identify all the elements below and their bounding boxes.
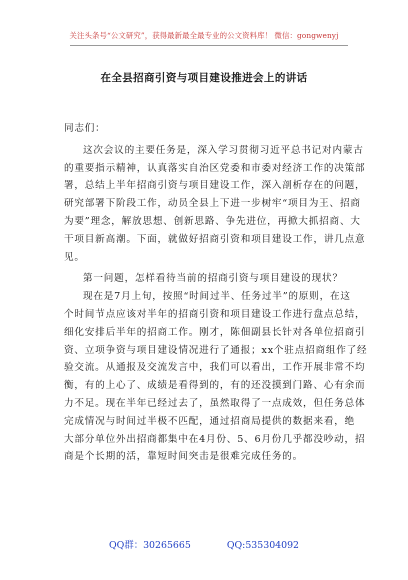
- qq-contact-link[interactable]: QQ:535304092: [226, 540, 300, 551]
- paragraph-line: 研究部署下阶段工作，动员全县上下进一步树牢“项目为王、招商: [64, 198, 361, 210]
- salutation: 同志们：: [64, 123, 106, 134]
- paragraph-line: 验交流。从通报及交流发言中，我们可以看出，工作开展非常不均: [64, 362, 366, 374]
- document-title: 在全县招商引资与项目建设推进会上的讲话: [100, 72, 308, 84]
- paragraph-line: 署，总结上半年招商引资与项目建设工作，深入剖析存在的问题，: [64, 180, 366, 192]
- paragraph-line: 的重要指示精神，认真落实自治区党委和市委对经济工作的决策部: [64, 162, 366, 174]
- section-heading: 第一问题，怎样看待当前的招商引资与项目建设的现状？: [83, 273, 343, 285]
- header-divider: [70, 45, 348, 46]
- paragraph-line: 衡，有的上心了、成绩是看得到的，有的还没摸到门路、心有余而: [64, 380, 366, 392]
- header-banner: 关注头条号“公文研究”，获得最新最全最专业的公文资料库！ 微信：gongwenyj: [69, 31, 339, 40]
- qq-group-link[interactable]: QQ群：30265665: [108, 540, 191, 551]
- paragraph-line: 见。: [64, 251, 85, 263]
- paragraph-line: 干项目新高潮。下面，就做好招商引资和项目建设工作，讲几点意: [64, 233, 366, 245]
- paragraph-line: 力不足。现在半年已经过去了，虽然取得了一点成效，但任务总体: [64, 397, 366, 409]
- document-body: [64, 120, 368, 466]
- paragraph-line: 大部分单位外出招商都集中在4月份、5、6月份几乎都没吵动，招: [64, 433, 366, 445]
- paragraph-line: 资、立项争资与项目建设情况进行了通报；xx个驻点招商组作了经: [64, 344, 368, 356]
- paragraph-line: 个时间节点应该对半年的招商引资和项目建设工作进行盘点总结，: [64, 308, 366, 320]
- paragraph-line: 细化安排后半年的招商工作。刚才，陈佃副县长针对各单位招商引: [64, 326, 366, 338]
- paragraph-line: 为要”理念，解放思想、创新思路、争先进位，再掀大抓招商、大: [64, 215, 361, 227]
- paragraph-line: 这次会议的主要任务是，深入学习贯彻习近平总书记对内蒙古: [83, 144, 364, 156]
- paragraph-line: 完成情况与时间过半极不匹配，通过招商局提供的数据来看，绝: [64, 415, 356, 427]
- paragraph-line: 商是个长期的活，靠短时间突击是很难完成任务的。: [64, 451, 304, 463]
- paragraph-line: 现在是7月上旬，按照“时间过半、任务过半”的原则，在这: [83, 291, 351, 303]
- footer-contact: [0, 537, 408, 551]
